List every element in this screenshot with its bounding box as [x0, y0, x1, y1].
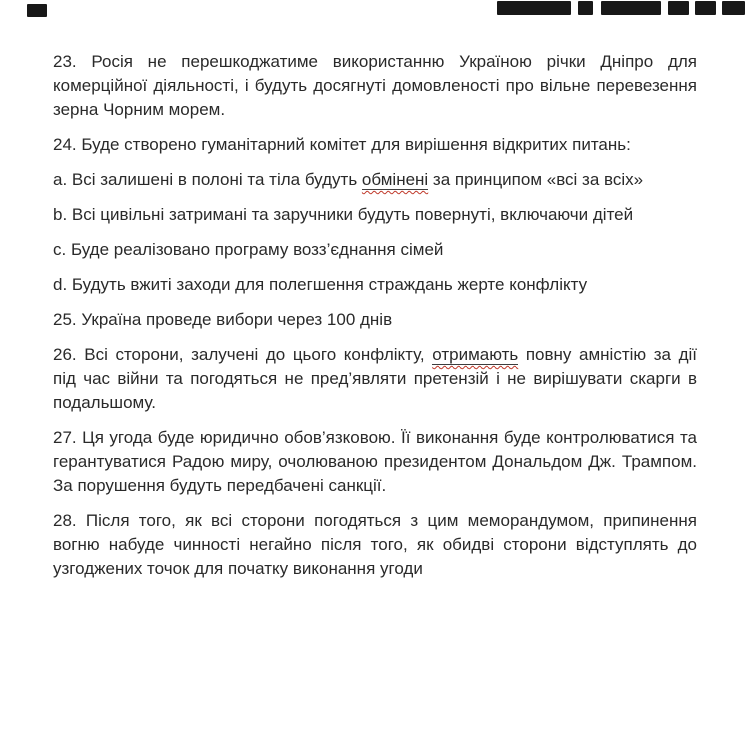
paragraph-24: [53, 133, 697, 157]
redaction-block: [722, 1, 745, 15]
text-line: зерна Чорним морем.: [53, 100, 226, 119]
paragraph-23: [53, 50, 697, 122]
paragraph-26: [53, 343, 697, 415]
text-line: [53, 168, 697, 192]
redaction-block: [601, 1, 661, 15]
text-line: вогню набуде чинності негайно після того, як обидві сторони відступлять до: [53, 535, 697, 554]
paragraph-25: [53, 308, 697, 332]
text-segment: повну амністію за дії: [518, 345, 697, 364]
text-line: [53, 343, 697, 367]
list-item-d: [53, 273, 697, 297]
text-line: узгоджених точок для початку виконання угоди: [53, 559, 423, 578]
redaction-block: [578, 1, 593, 15]
redaction-block: [497, 1, 571, 15]
document-body: [53, 50, 697, 592]
spellcheck-underlined-word: отримають: [432, 345, 519, 364]
redaction-block: [668, 1, 689, 15]
text-line: 25. Україна проведе вибори через 100 днів: [53, 310, 393, 329]
text-segment: 26. Всі сторони, залучені до цього конфлікту,: [53, 345, 433, 364]
redaction-block: [27, 4, 47, 17]
text-line: 23. Росія не перешкоджатиме використанню Україною річки Дніпро для: [53, 52, 697, 71]
redaction-block: [695, 1, 716, 15]
text-line: За порушення будуть передбачені санкції.: [53, 476, 387, 495]
text-line: 27. Ця угода буде юридично обов’язковою. Її виконання буде контролюватися та: [53, 428, 697, 447]
list-item-c: [53, 238, 697, 262]
text-segment: a. Всі залишені в полоні та тіла будуть: [53, 170, 362, 189]
text-line: 24. Буде створено гуманітарний комітет для вирішення відкритих питань:: [53, 135, 631, 154]
list-item-a: [53, 168, 697, 192]
text-line: c. Буде реалізовано програму возз’єднання сімей: [53, 240, 444, 259]
list-item-b: [53, 203, 697, 227]
text-line: 28. Після того, як всі сторони погодяться з цим меморандумом, припинення: [53, 511, 697, 530]
spellcheck-underlined-word: обмінені: [361, 170, 429, 189]
text-line: герантуватися Радою миру, очолюваною президентом Дональдом Дж. Трампом.: [53, 452, 697, 471]
paragraph-28: [53, 509, 697, 581]
text-line: b. Всі цивільні затримані та заручники будуть повернуті, включаючи дітей: [53, 205, 634, 224]
paragraph-27: [53, 426, 697, 498]
text-line: комерційної діяльності, і будуть досягнуті домовленості про вільне перевезення: [53, 76, 697, 95]
text-segment: за принципом «всі за всіх»: [428, 170, 644, 189]
text-line: подальшому.: [53, 393, 156, 412]
text-line: d. Будуть вжиті заходи для полегшення страждань жерте конфлікту: [53, 275, 588, 294]
text-line: під час війни та погодяться не пред’являти претензій і не вирішувати скарги в: [53, 369, 697, 388]
